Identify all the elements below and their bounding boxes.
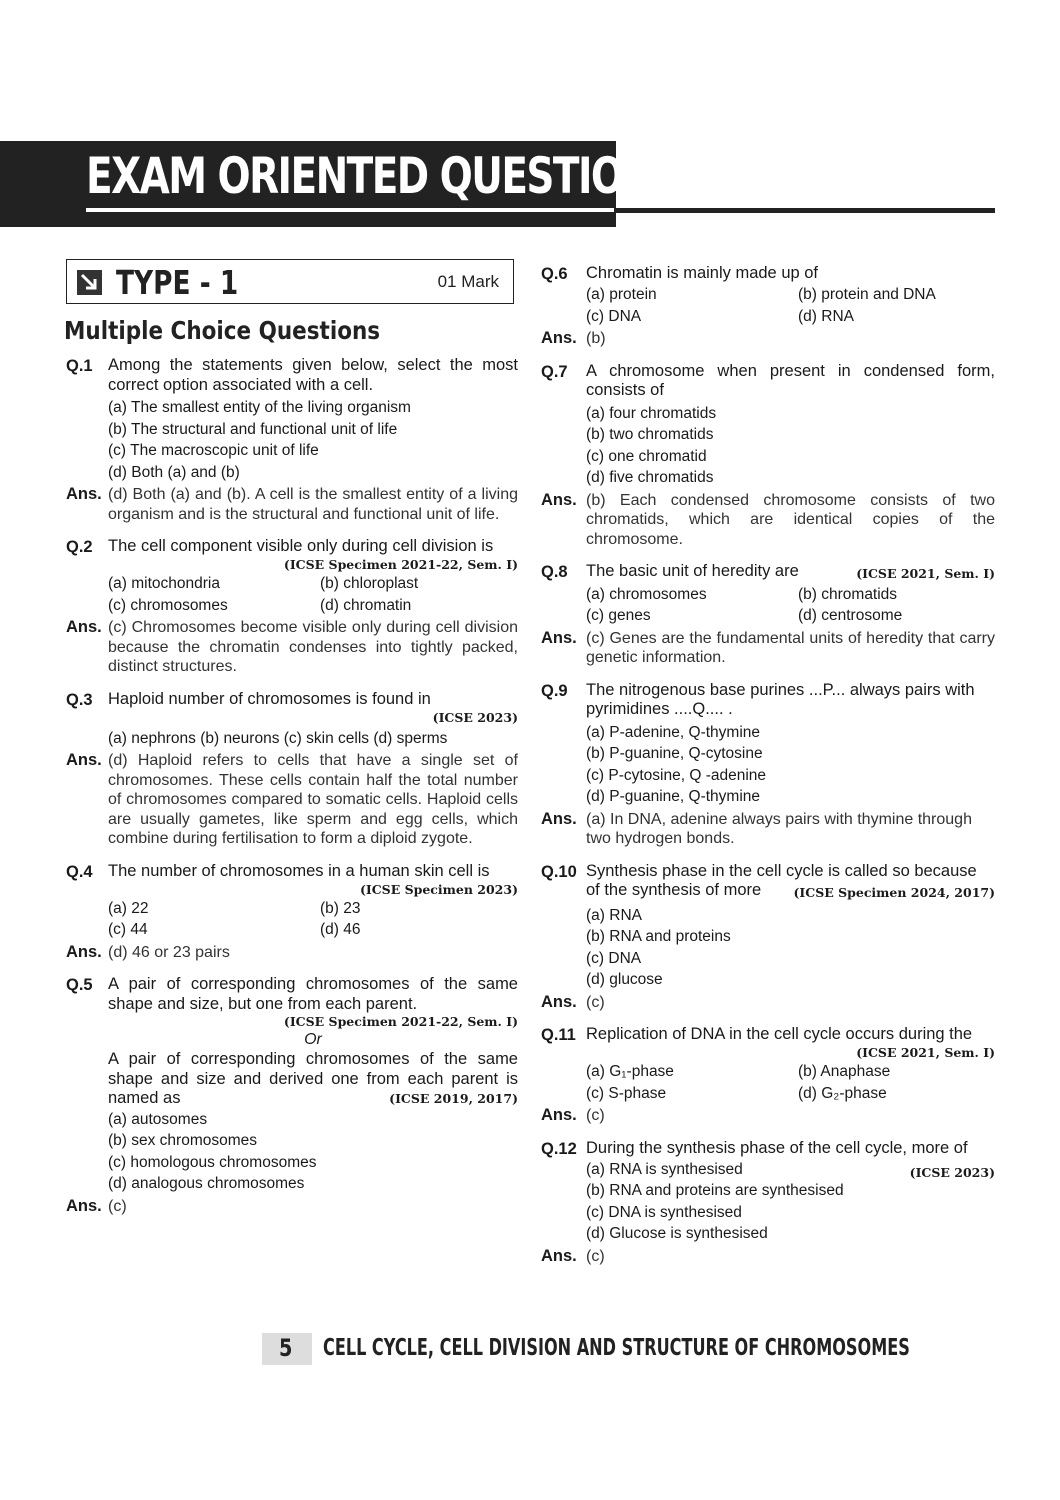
option: (a) four chromatids [586,404,717,422]
or-separator: Or [304,1031,322,1048]
option: (a) protein [586,286,657,303]
option: (a) G₁-phase [586,1063,674,1080]
option: (c) P-cytosine, Q -adenine [586,766,767,784]
answer-label: Ans. [66,1196,102,1215]
answer-text: (d) Both (a) and (b). A cell is the smallest entity of a living organism and is the structural and functional unit of life. [108,486,518,523]
option: (a) 22 [108,899,149,917]
option: (b) RNA and proteins are synthesised [586,1182,844,1199]
answer-text: (d) 46 or 23 pairs [108,943,230,961]
answer-label: Ans. [541,329,577,347]
question-7 [541,362,995,550]
question-2 [66,537,518,677]
chapter-title: CELL CYCLE, CELL DIVISION AND STRUCTURE OF CHROMOSOMES [323,1335,910,1361]
option: (c) homologous chromosomes [108,1153,317,1171]
question-text: The nitrogenous base purines ...P... always pairs with pyrimidines ....Q.... . [586,680,975,718]
option: (c) one chromatid [586,447,707,465]
section-title: Multiple Choice Questions [64,316,381,345]
question-number: Q.7 [541,362,568,381]
type-mark: 01 Mark [437,272,499,291]
question-source: (ICSE Specimen 2021-22, Sem. I) [283,557,518,572]
question-source: (ICSE 2019, 2017) [389,1091,518,1106]
type-label: TYPE - 1 [116,263,239,302]
type-box [66,259,514,304]
answer-text: (b) Each condensed chromosome consists of two chromatids, which are identical copies of the chromosome. [586,491,995,548]
answer-text: (c) [586,993,605,1011]
answer-text: (c) Chromosomes become visible only during cell division because the chromatin condenses into tightly packed, distinct structures. [108,619,518,675]
option: (c) S-phase [586,1084,667,1102]
question-number: Q.6 [541,265,568,283]
answer-text: (b) [586,330,606,347]
question-text: Haploid number of chromosomes is found in [108,689,431,708]
question-text: Replication of DNA in the cell cycle occurs during the [586,1025,973,1043]
option: (b) RNA and proteins [586,928,731,945]
option: (a) P-adenine, Q-thymine [586,723,761,741]
question-number: Q.3 [66,690,93,709]
answer-label: Ans. [541,809,577,828]
option: (b) two chromatids [586,426,714,443]
page-title: EXAM ORIENTED QUESTIONS [86,147,681,205]
question-1 [66,356,518,524]
question-text: Chromatin is mainly made up of [586,264,819,282]
option: (c) 44 [108,921,148,938]
option: (d) Glucose is synthesised [586,1225,768,1242]
answer-text: (c) [586,1247,605,1265]
question-text: The basic unit of heredity are (ICSE 2021, Sem. I) [586,562,995,584]
answer-label: Ans. [66,942,102,961]
option: (d) Both (a) and (b) [108,463,240,481]
answer-label: Ans. [66,485,102,503]
question-number: Q.10 [541,862,577,881]
question-10 [541,862,995,1013]
question-number: Q.2 [66,538,93,556]
option: (b) protein and DNA [798,286,936,303]
question-source: (ICSE Specimen 2024, 2017) [793,885,995,900]
option: (b) 23 [320,899,361,917]
question-6 [541,264,995,349]
option: (c) DNA is synthesised [586,1203,742,1221]
left-column [66,356,518,1216]
question-text: A pair of corresponding chromosomes of the same shape and size, but one from each parent. [108,975,518,1013]
option: (a) autosomes [108,1110,208,1128]
question-text: A chromosome when present in condensed form, consists of [586,361,995,399]
question-text: During the synthesis phase of the cell cycle, more of [586,1138,968,1157]
question-12 [541,1139,995,1267]
option: (a) RNA [586,906,642,924]
option: (d) five chromatids [586,469,714,486]
answer-label: Ans. [541,1106,577,1124]
option: (b) sex chromosomes [108,1132,258,1149]
question-number: Q.8 [541,563,568,581]
option: (d) P-guanine, Q-thymine [586,788,761,805]
option: (d) 46 [320,921,361,938]
question-source: (ICSE 2023) [909,1164,995,1180]
question-source: (ICSE 2023) [432,709,518,725]
option: (d) chromatin [320,596,412,614]
answer-label: Ans. [66,751,102,769]
option: (b) Anaphase [798,1063,891,1080]
question-3 [66,690,518,849]
answer-label: Ans. [541,992,577,1011]
answer-label: Ans. [541,628,577,647]
question-number: Q.5 [66,976,93,994]
option: (c) DNA [586,949,642,967]
question-source: (ICSE 2021, Sem. I) [856,1045,995,1060]
answer-text: (c) [108,1197,127,1215]
option: (d) RNA [798,307,854,325]
answer-text: (d) Haploid refers to cells that have a single set of chromosomes. These cells contain half the total number of chromosomes compared to somatic cells. Haploid cells are usually gametes, like sperm and egg cells, which combine during fertilisation to form a diploid zygote. [108,752,518,847]
option: (a) nephrons (b) neurons (c) skin cells (d) sperms [108,729,448,747]
option: (a) The smallest entity of the living organism [108,399,411,416]
answer-text: (c) Genes are the fundamental units of heredity that carry genetic information. [586,629,995,666]
page-number: 5 [279,1334,293,1362]
answer-label: Ans. [66,618,102,636]
question-number: Q.4 [66,862,93,881]
question-9 [541,681,995,849]
option: (b) chloroplast [320,575,419,592]
question-number: Q.11 [541,1026,576,1044]
question-number: Q.1 [66,357,93,375]
option: (b) P-guanine, Q-cytosine [586,745,763,762]
option: (b) The structural and functional unit of life [108,420,398,438]
question-8 [541,562,995,668]
option: (c) The macroscopic unit of life [108,442,319,459]
option: (d) centrosome [798,607,903,624]
option: (d) G₂-phase [798,1084,887,1102]
right-column [541,264,995,1266]
option: (d) analogous chromosomes [108,1175,305,1192]
option: (b) chromatids [798,585,898,603]
option: (c) DNA [586,307,642,325]
answer-text: (c) [586,1107,605,1124]
question-source: (ICSE 2021, Sem. I) [856,566,995,581]
question-number: Q.12 [541,1139,577,1158]
question-number: Q.9 [541,681,568,700]
option: (c) genes [586,607,651,624]
question-source: (ICSE Specimen 2023) [359,881,518,897]
question-text: Among the statements given below, select the most correct option associated with a cell. [108,356,518,394]
banner-underline [86,208,614,212]
option: (c) chromosomes [108,596,228,614]
option: (a) RNA is synthesised (ICSE 2023) [586,1159,995,1181]
question-text: The cell component visible only during cell division is [108,537,494,555]
option: (d) glucose [586,971,663,988]
option: (a) mitochondria [108,575,220,592]
question-text: The number of chromosomes in a human skin cell is [108,861,490,880]
question-11 [541,1025,995,1126]
question-4 [66,862,518,963]
arrow-down-right-icon [77,270,102,295]
answer-text: (a) In DNA, adenine always pairs with thymine through two hydrogen bonds. [586,810,972,847]
question-source: (ICSE Specimen 2021-22, Sem. I) [283,1014,518,1029]
option: (a) chromosomes [586,585,707,603]
question-text-alt: A pair of corresponding chromosomes of the same shape and size and derived one from each parent is named as (ICSE 2019, 2017) [108,1050,518,1107]
question-5 [66,975,518,1216]
answer-label: Ans. [541,490,577,509]
question-text: Synthesis phase in the cell cycle is called so because of the synthesis of more (ICSE Specimen 2024, 2017) [586,862,995,903]
header-rule [614,208,995,213]
answer-label: Ans. [541,1246,577,1265]
